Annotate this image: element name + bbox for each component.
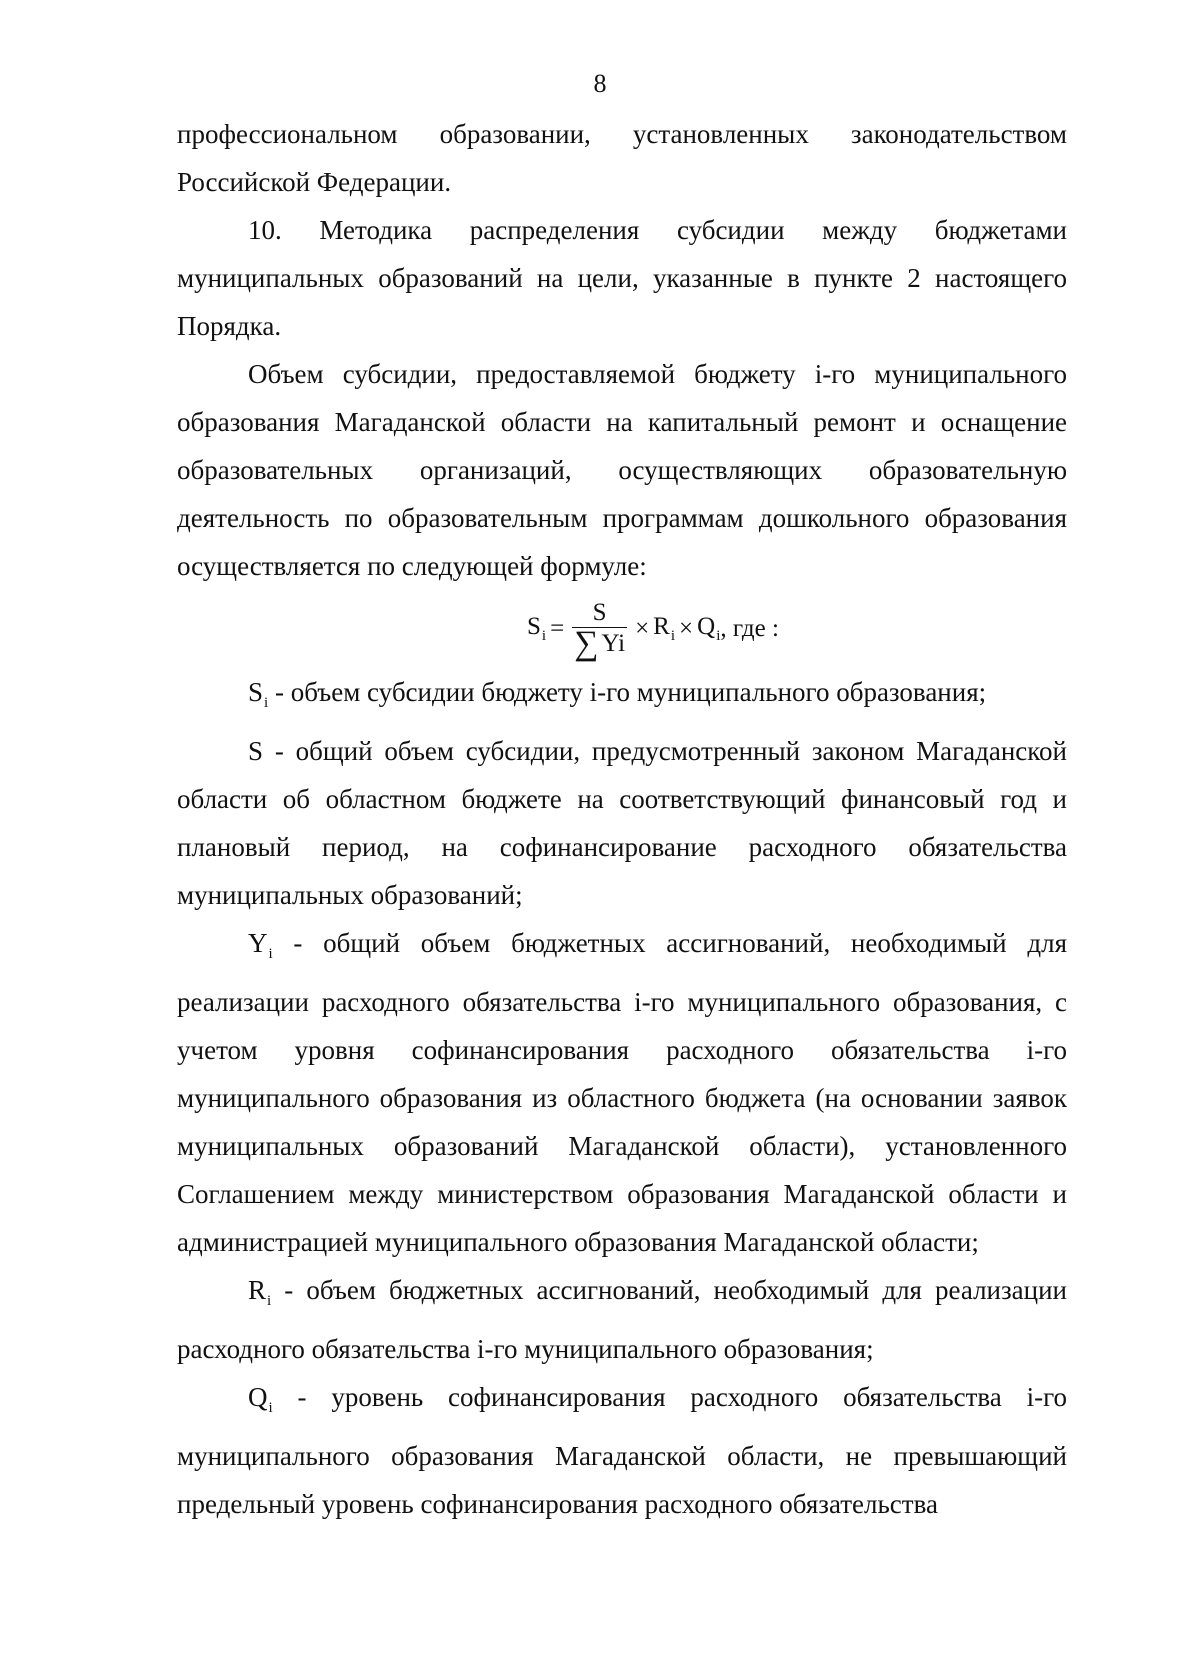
formula-block — [177, 590, 1067, 668]
formula-tail: , где : — [720, 615, 779, 642]
paragraph-continuation: профессиональном образовании, установленных законодательством Российской Федерации. — [177, 119, 1067, 197]
formula-fraction — [572, 599, 627, 660]
formula-factor-q: $Q_i$ — [697, 613, 721, 644]
definition-si: $S_i$ - объем субсидии бюджету i-го муниципального образования; — [248, 677, 987, 711]
sum-symbol: ∑ — [574, 624, 599, 662]
formula-equals: = — [550, 615, 565, 642]
definition-yi: $Y_i$ - общий объем бюджетных ассигнований, необходимый для реализации расходного обязательства i-го муниципального образования, с учетом уровня софинансирования расходного обязательства i-го муниципального образования из областного бюджета (на основании заявок муниципальных образований Магаданской области), установленного Соглашением между министерством образования Магаданской области и администрацией муниципального образования Магаданской области; — [177, 928, 1067, 1257]
paragraph-methodology-heading: 10. Методика распределения субсидии между бюджетами муниципальных образований на цели, указанные в пункте 2 настоящего Порядка. — [177, 215, 1067, 341]
paragraph-subsidy-volume: Объем субсидии, предоставляемой бюджету i-го муниципального образования Магаданской области на капитальный ремонт и оснащение образовательных организаций, осуществляющих образовательную деятельность по образовательным программам дошкольного образования осуществляется по следующей формуле: — [177, 359, 1067, 581]
definition-qi: $Q_i$ - уровень софинансирования расходного обязательства i-го муниципального образования Магаданской области, не превышающий предельный уровень софинансирования расходного обязательства — [177, 1382, 1067, 1519]
formula-lhs: $S_i$ — [527, 613, 547, 644]
formula-times-1: × — [635, 615, 650, 642]
page-number: 8 — [593, 69, 607, 98]
definition-ri: $R_i$ - объем бюджетных ассигнований, необходимый для реализации расходного обязательства i-го муниципального образования; — [177, 1275, 1067, 1364]
document-body — [177, 110, 1067, 1528]
formula-denominator: ∑ Yi — [574, 624, 626, 662]
formula-factor-r: $R_i$ — [653, 613, 676, 644]
formula-times-2: × — [679, 615, 694, 642]
subsidy-formula — [527, 590, 779, 668]
formula-numerator: S — [592, 598, 607, 626]
definition-s: S - общий объем субсидии, предусмотренный законом Магаданской области об областном бюджете на соответствующий финансовый год и плановый период, на софинансирование расходного обязательства муниципальных образований; — [177, 736, 1067, 910]
